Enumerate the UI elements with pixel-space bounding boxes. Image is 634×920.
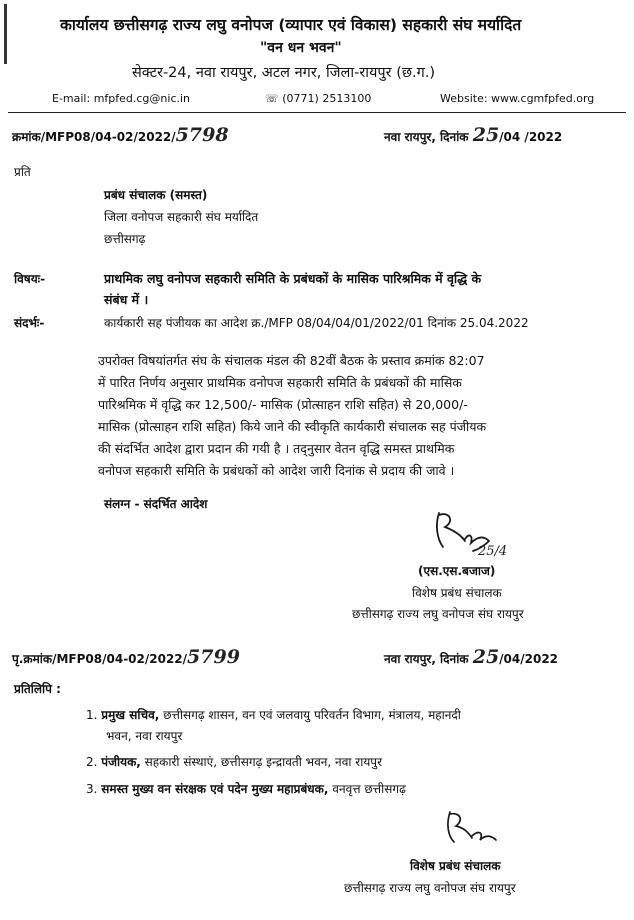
copy-label: प्रतिलिपि : (14, 682, 61, 696)
ref-date: नवा रायपुर, दिनांक 25/04 /2022 (384, 124, 563, 146)
letterhead-divider (8, 112, 626, 113)
copy-ref-number-handwritten: 5799 (187, 646, 240, 668)
signatory-designation: विशेष प्रबंध संचालक (412, 586, 502, 600)
emblem-logo (4, 4, 37, 64)
copy-item-1: 1. प्रमुख सचिव, छत्तीसगढ़ शासन, वन एवं जलवायु परिवर्तन विभाग, मंत्रालय, महानदी (86, 708, 461, 722)
email: E-mail: mfpfed.cg@nic.in (52, 92, 191, 105)
body-line: उपरोक्त विषयांतर्गत संघ के संचालक मंडल की 82वीं बैठक के प्रस्ताव क्रमांक 82:07 (98, 353, 485, 368)
body-paragraph (98, 350, 608, 482)
copy-ref-number: पृ.क्रमांक/MFP08/04-02/2022/5799 (12, 646, 240, 668)
to-label: प्रति (14, 165, 31, 179)
copy-item-2: 2. पंजीयक, सहकारी संस्थाएं, छत्तीसगढ़ इन्द्रावती भवन, नवा रायपुर (86, 755, 383, 769)
to-line-1: प्रबंध संचालक (समस्त) (104, 188, 208, 202)
signatory-name: (एस.एस.बजाज) (418, 564, 496, 578)
reference-label: संदर्भः- (14, 316, 45, 330)
body-line: वनोपज सहकारी समिति के प्रबंधकों को आदेश जारी दिनांक से प्रदाय की जावे । (98, 463, 455, 478)
copy-ref-date-handwritten: 25 (472, 646, 500, 668)
signature-2-scribble (440, 808, 510, 848)
ref-number: क्रमांक/MFP08/04-02/2022/5798 (12, 124, 229, 146)
org-name: कार्यालय छत्तीसगढ़ राज्य लघु वनोपज (व्यापार एवं विकास) सहकारी संघ मर्यादित (60, 16, 522, 34)
body-line: में पारित निर्णय अनुसार प्राथमिक वनोपज सहकारी समिति के प्रबंधकों की मासिक (98, 375, 462, 390)
to-line-3: छत्तीसगढ़ (104, 232, 146, 246)
signatory-2-designation: विशेष प्रबंध संचालक (410, 859, 501, 873)
ref-number-handwritten: 5798 (175, 124, 229, 146)
building-name: "वन धन भवन" (260, 40, 342, 56)
address: सेक्टर-24, नवा रायपुर, अटल नगर, जिला-रायपुर (छ.ग.) (132, 65, 436, 81)
ref-date-handwritten: 25 (472, 124, 500, 146)
signatory-2-office: छत्तीसगढ़ राज्य लघु वनोपज संघ रायपुर (344, 881, 516, 895)
reference-text: कार्यकारी सह पंजीयक का आदेश क्र./MFP 08/04/04/01/2022/01 दिनांक 25.04.2022 (104, 316, 529, 330)
to-line-2: जिला वनोपज सहकारी संघ मर्यादित (104, 210, 259, 224)
body-line: पारिश्रमिक में वृद्धि कर 12,500/- मासिक (प्रोत्साहन राशि सहित) से 20,000/- (98, 397, 468, 412)
copy-ref-date: नवा रायपुर, दिनांक 25/04/2022 (384, 646, 559, 668)
signature-1-date: 25/4 (478, 544, 508, 559)
subject-line-1: प्राथमिक लघु वनोपज सहकारी समिति के प्रबंधकों के मासिक पारिश्रमिक में वृद्धि के (104, 271, 482, 286)
enclosure: संलग्न - संदर्भित आदेश (104, 497, 208, 511)
body-line: मासिक (प्रोत्साहन राशि सहित) किये जाने की स्वीकृति कार्यकारी संचालक सह पंजीयक (98, 419, 487, 434)
website: Website: www.cgmfpfed.org (440, 92, 595, 105)
copy-item-1-line-2: भवन, नवा रायपुर (106, 729, 183, 743)
phone: ☏ (0771) 2513100 (265, 92, 372, 105)
body-line: की संदर्भित आदेश द्वारा प्रदान की गयी है । तद्नुसार वेतन वृद्धि समस्त प्राथमिक (98, 441, 455, 456)
subject-label: विषयः- (14, 272, 46, 286)
signatory-office: छत्तीसगढ़ राज्य लघु वनोपज संघ रायपुर (352, 607, 524, 621)
subject-line-2: संबंध में । (104, 292, 149, 307)
copy-item-3: 3. समस्त मुख्य वन संरक्षक एवं पदेन मुख्य महाप्रबंधक, वनवृत्त छत्तीसगढ़ (86, 782, 406, 796)
